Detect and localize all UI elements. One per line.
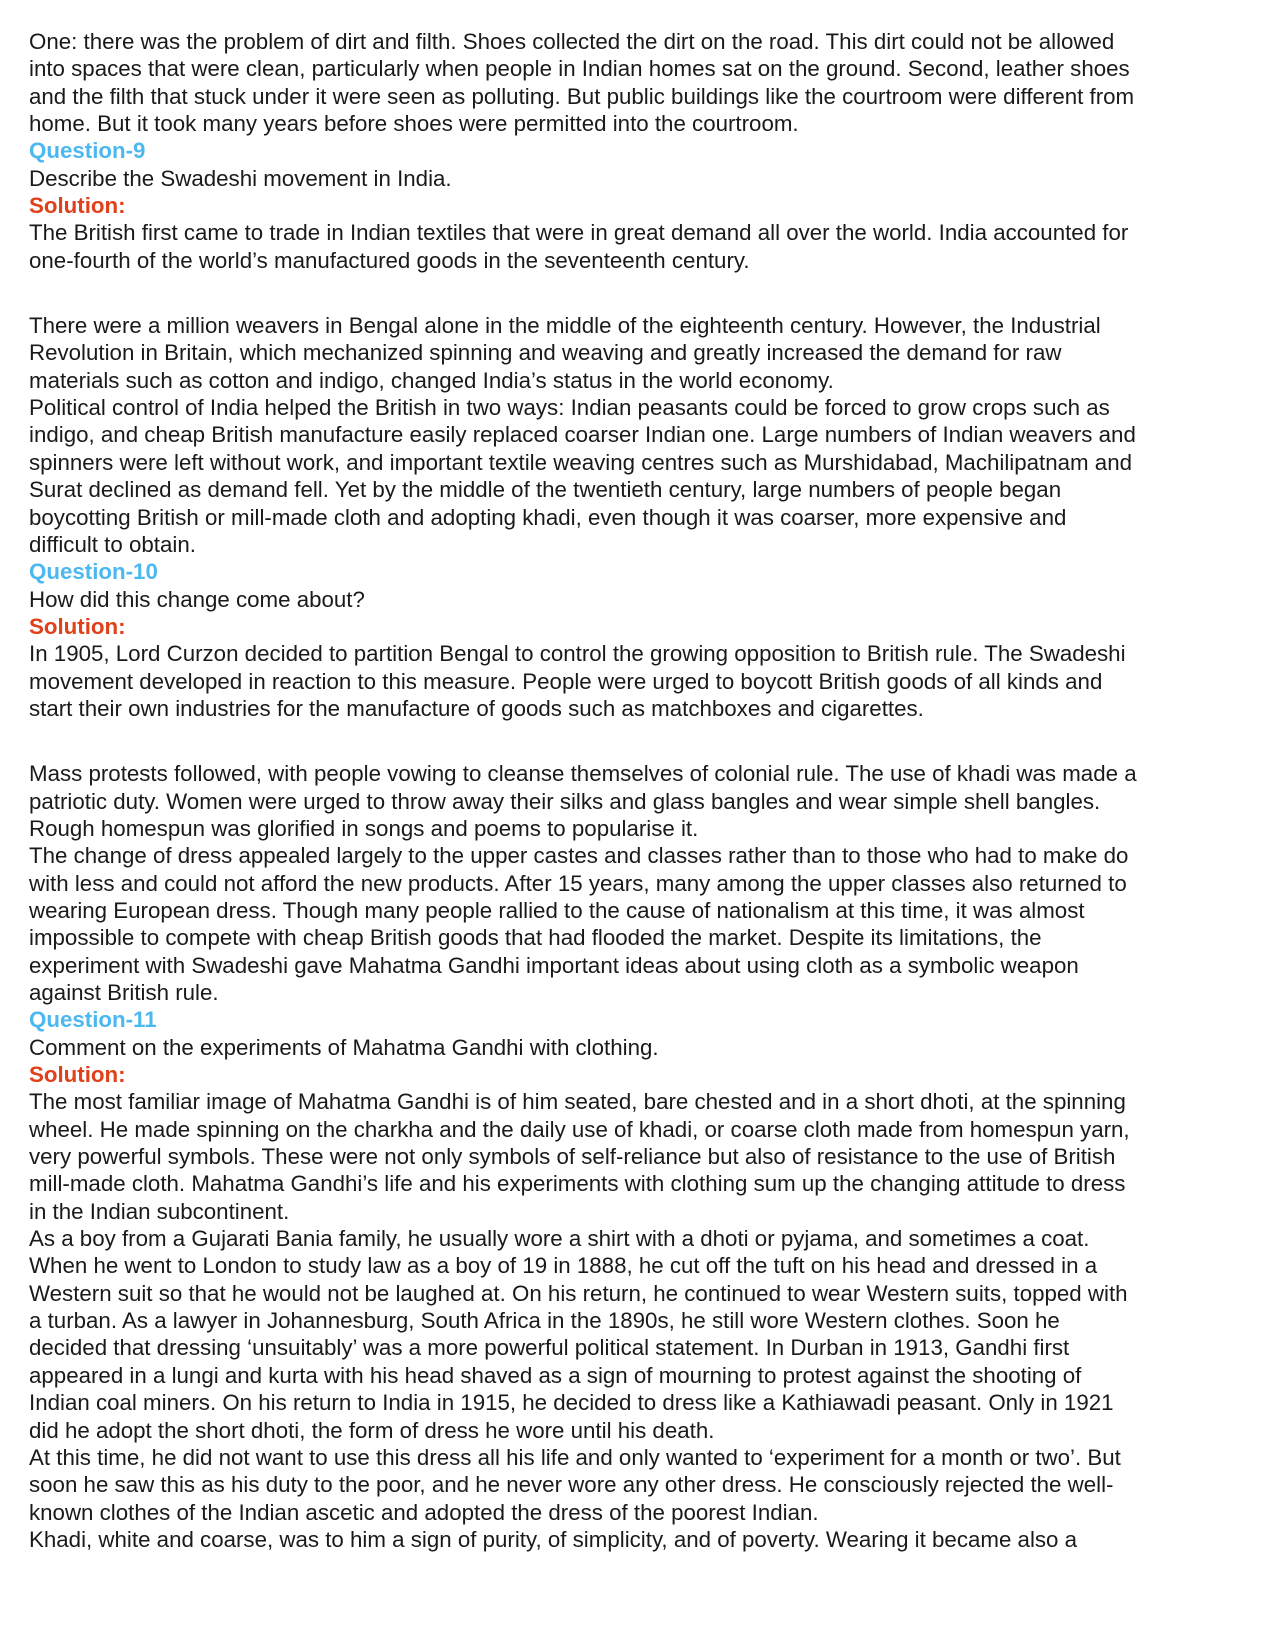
text-line: Question-10	[29, 559, 158, 585]
text-line: start their own industries for the manufacture of goods such as matchboxes and cigarettes.	[29, 695, 924, 721]
text-line: in the Indian subcontinent.	[29, 1198, 290, 1224]
text-line: appeared in a lungi and kurta with his head shaved as a sign of mourning to protest against the shooting of	[29, 1362, 1082, 1388]
text-line: The British first came to trade in Indian textiles that were in great demand all over the world. India accounted for	[29, 220, 1129, 246]
text-line: impossible to compete with cheap British goods that had flooded the market. Despite its limitations, the	[29, 925, 1042, 951]
text-line: One: there was the problem of dirt and filth. Shoes collected the dirt on the road. This dirt could not be allowed	[29, 29, 1115, 54]
document-page	[29, 28, 1137, 1553]
text-line: indigo, and cheap British manufacture easily replaced coarser Indian one. Large numbers of Indian weavers and	[29, 422, 1136, 448]
text-line: soon he saw this as his duty to the poor, and he never wore any other dress. He consciously rejected the well-	[29, 1472, 1114, 1498]
text-line: patriotic duty. Women were urged to throw away their silks and glass bangles and wear simple shell bangles.	[29, 788, 1101, 814]
text-line: one-fourth of the world’s manufactured goods in the seventeenth century.	[29, 247, 750, 273]
paragraph	[29, 586, 1137, 613]
text-line: Revolution in Britain, which mechanized spinning and weaving and greatly increased the demand for raw	[29, 340, 1062, 366]
question-heading	[29, 1006, 1137, 1033]
solution-heading	[29, 613, 1137, 640]
text-line: Western suit so that he would not be laughed at. On his return, he continued to wear Western suits, topped with	[29, 1280, 1128, 1306]
solution-heading	[29, 192, 1137, 219]
text-line: Question-11	[29, 1007, 157, 1033]
text-line: Rough homespun was glorified in songs and poems to popularise it.	[29, 815, 699, 841]
text-line: a turban. As a lawyer in Johannesburg, South Africa in the 1890s, he still wore Western clothes. Soon he	[29, 1308, 1060, 1334]
text-line: Mass protests followed, with people vowing to cleanse themselves of colonial rule. The use of khadi was made a	[29, 761, 1137, 787]
text-line: When he went to London to study law as a boy of 19 in 1888, he cut off the tuft on his head and dressed in a	[29, 1253, 1098, 1279]
text-line: Solution:	[29, 193, 126, 219]
text-line: wheel. He made spinning on the charkha and the daily use of khadi, or coarse cloth made from homespun yarn,	[29, 1116, 1130, 1142]
text-line: As a boy from a Gujarati Bania family, he usually wore a shirt with a dhoti or pyjama, and sometimes a coat.	[29, 1226, 1090, 1252]
text-line: and the filth that stuck under it were seen as polluting. But public buildings like the courtroom were different from	[29, 83, 1135, 109]
text-line: There were a million weavers in Bengal alone in the middle of the eighteenth century. However, the Industrial	[29, 313, 1101, 339]
text-line: Solution:	[29, 1062, 126, 1088]
text-line: Describe the Swadeshi movement in India.	[29, 165, 452, 191]
text-line: How did this change come about?	[29, 586, 365, 612]
text-line: Solution:	[29, 613, 126, 639]
text-line: with less and could not afford the new products. After 15 years, many among the upper classes also returned to	[29, 870, 1127, 896]
paragraph	[29, 1088, 1137, 1553]
text-line: materials such as cotton and indigo, changed India’s status in the world economy.	[29, 367, 834, 393]
text-line: difficult to obtain.	[29, 531, 196, 557]
text-line: very powerful symbols. These were not only symbols of self-reliance but also of resistance to the use of British	[29, 1144, 1116, 1170]
text-line: did he adopt the short dhoti, the form of dress he wore until his death.	[29, 1417, 715, 1443]
text-line: wearing European dress. Though many people rallied to the cause of nationalism at this time, it was almost	[29, 897, 1085, 923]
text-line: movement developed in reaction to this measure. People were urged to boycott British goods of all kinds and	[29, 668, 1103, 694]
text-line: mill-made cloth. Mahatma Gandhi’s life and his experiments with clothing sum up the changing attitude to dress	[29, 1171, 1126, 1197]
text-line: Question-9	[29, 138, 146, 164]
solution-heading	[29, 1061, 1137, 1088]
question-heading	[29, 558, 1137, 585]
paragraph	[29, 28, 1137, 137]
text-line: Indian coal miners. On his return to India in 1915, he decided to dress like a Kathiawadi peasant. Only in 1921	[29, 1390, 1114, 1416]
text-line: Comment on the experiments of Mahatma Gandhi with clothing.	[29, 1034, 659, 1060]
question-heading	[29, 137, 1137, 164]
text-line: Surat declined as demand fell. Yet by the middle of the twentieth century, large numbers of people began	[29, 477, 1062, 503]
text-line: experiment with Swadeshi gave Mahatma Gandhi important ideas about using cloth as a symbolic weapon	[29, 952, 1079, 978]
paragraph	[29, 640, 1137, 722]
paragraph	[29, 312, 1137, 558]
paragraph	[29, 1034, 1137, 1061]
text-line: boycotting British or mill-made cloth and adopting khadi, even though it was coarser, more expensive and	[29, 504, 1067, 530]
text-line: Khadi, white and coarse, was to him a sign of purity, of simplicity, and of poverty. Wearing it became also a	[29, 1526, 1078, 1552]
text-line: The most familiar image of Mahatma Gandhi is of him seated, bare chested and in a short dhoti, at the spinning	[29, 1089, 1126, 1115]
text-line: spinners were left without work, and important textile weaving centres such as Murshidabad, Machilipatnam and	[29, 449, 1133, 475]
text-line: known clothes of the Indian ascetic and adopted the dress of the poorest Indian.	[29, 1499, 819, 1525]
text-line: Political control of India helped the British in two ways: Indian peasants could be forced to grow crops such as	[29, 395, 1110, 421]
paragraph	[29, 165, 1137, 192]
text-line: In 1905, Lord Curzon decided to partition Bengal to control the growing opposition to British rule. The Swadeshi	[29, 641, 1126, 667]
text-line: against British rule.	[29, 980, 219, 1005]
text-line: home. But it took many years before shoes were permitted into the courtroom.	[29, 111, 799, 137]
text-line: At this time, he did not want to use this dress all his life and only wanted to ‘experiment for a month or two’. But	[29, 1444, 1121, 1470]
text-line: The change of dress appealed largely to the upper castes and classes rather than to those who had to make do	[29, 843, 1129, 869]
text-line: into spaces that were clean, particularly when people in Indian homes sat on the ground. Second, leather shoes	[29, 56, 1130, 82]
paragraph	[29, 219, 1137, 274]
text-line: decided that dressing ‘unsuitably’ was a more powerful political statement. In Durban in 1913, Gandhi first	[29, 1335, 1070, 1361]
paragraph	[29, 760, 1137, 1006]
